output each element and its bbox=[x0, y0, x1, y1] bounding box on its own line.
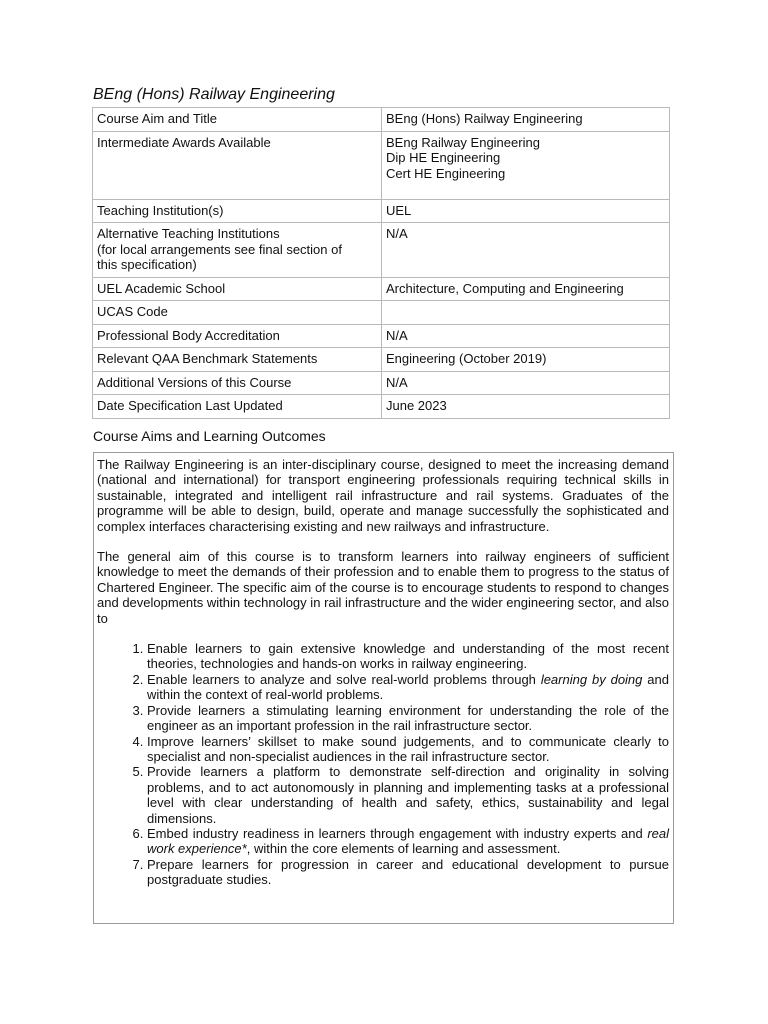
spec-value-text: BEng Railway Engineering bbox=[386, 134, 540, 150]
spec-value-text: Engineering (October 2019) bbox=[386, 351, 547, 366]
spec-value-cell bbox=[382, 324, 670, 348]
spec-table-row bbox=[93, 324, 670, 348]
spec-label-text: Course Aim and Title bbox=[97, 111, 217, 126]
aims-item-text: Embed industry readiness in learners through engagement with industry experts and bbox=[147, 825, 648, 841]
spec-value-cell bbox=[382, 199, 670, 223]
spec-table-row bbox=[93, 223, 670, 278]
spec-value-cell bbox=[382, 131, 670, 199]
spec-table-row bbox=[93, 348, 670, 372]
section-heading-course-aims: Course Aims and Learning Outcomes bbox=[93, 428, 326, 444]
spec-value-text: N/A bbox=[386, 226, 408, 241]
course-aims-box bbox=[93, 452, 674, 924]
spec-label-text: this specification) bbox=[97, 257, 197, 272]
spec-value-cell bbox=[382, 371, 670, 395]
spec-label-text: Alternative Teaching Institutions bbox=[97, 226, 280, 241]
spec-label-text: Relevant QAA Benchmark Statements bbox=[97, 351, 318, 366]
spec-label-cell bbox=[93, 199, 382, 223]
aims-list-item bbox=[147, 734, 669, 765]
aims-item-emphasis: learning by doing bbox=[540, 671, 643, 687]
spec-label-cell bbox=[93, 301, 382, 325]
spec-label-text: Teaching Institution(s) bbox=[97, 202, 224, 218]
course-specification-table bbox=[92, 107, 670, 419]
spec-table-row bbox=[93, 277, 670, 301]
spec-value-text: N/A bbox=[386, 327, 408, 343]
spec-value-cell bbox=[382, 277, 670, 301]
spec-value-cell bbox=[382, 395, 670, 419]
spec-label-cell bbox=[93, 108, 382, 132]
spec-value-text: Architecture, Computing and Engineering bbox=[386, 280, 624, 296]
spec-table-row bbox=[93, 301, 670, 325]
spec-value-text: June 2023 bbox=[386, 398, 447, 413]
aims-item-text: Prepare learners for progression in career and educational development to pursue postgraduate studies. bbox=[147, 856, 669, 888]
spec-table-row bbox=[93, 108, 670, 132]
spec-value-text: BEng (Hons) Railway Engineering bbox=[386, 111, 583, 126]
spec-value-cell bbox=[382, 301, 670, 325]
aims-numbered-list bbox=[97, 641, 669, 888]
spec-value-cell bbox=[382, 348, 670, 372]
spec-table-row bbox=[93, 395, 670, 419]
spec-table-row bbox=[93, 131, 670, 199]
spec-value-text: UEL bbox=[386, 202, 412, 218]
aims-item-text: Enable learners to analyze and solve real-world problems through bbox=[147, 671, 541, 687]
spec-label-text: UCAS Code bbox=[97, 304, 168, 319]
spec-label-text: Date Specification Last Updated bbox=[97, 398, 283, 413]
spec-value-text: N/A bbox=[386, 374, 408, 390]
page-title: BEng (Hons) Railway Engineering bbox=[93, 86, 335, 103]
aims-list-item bbox=[147, 672, 669, 703]
aims-paragraph-intro: The Railway Engineering is an inter-disciplinary course, designed to meet the increasing demand (national and international) for transport engineering professionals requiring technical skills in sustainable, integrated and intelligent rail infrastructure and rail systems. Graduates of the programme will be able to design, build, operate and manage successfully the sophisticated and complex interfaces characterising existing and new railways and infrastructure. bbox=[97, 457, 669, 534]
spec-label-text: (for local arrangements see final section of bbox=[97, 241, 342, 257]
spec-label-cell bbox=[93, 223, 382, 278]
aims-item-emphasis: real work experience* bbox=[147, 825, 669, 857]
spec-value-cell bbox=[382, 223, 670, 278]
spec-label-text: Professional Body Accreditation bbox=[97, 327, 280, 343]
aims-list-item bbox=[147, 826, 669, 857]
aims-list-item bbox=[147, 857, 669, 888]
spec-label-cell bbox=[93, 277, 382, 301]
specification-table-body bbox=[93, 108, 670, 419]
spec-value-text: Cert HE Engineering bbox=[386, 165, 506, 181]
aims-list-item bbox=[147, 703, 669, 734]
aims-item-text-continued: , within the core elements of learning and assessment. bbox=[246, 841, 561, 857]
aims-paragraph-general-aim: The general aim of this course is to transform learners into railway engineers of sufficient knowledge to meet the demands of their profession and to enable them to progress to the status of Chartered Engineer. The specific aim of the course is to encourage students to respond to changes and developments within technology in rail infrastructure and the wider engineering sector, and also to bbox=[97, 549, 669, 626]
spec-label-cell bbox=[93, 348, 382, 372]
aims-list-item bbox=[147, 764, 669, 826]
spec-label-cell bbox=[93, 371, 382, 395]
spec-value-cell bbox=[382, 108, 670, 132]
spec-label-text: UEL Academic School bbox=[97, 280, 226, 296]
spec-label-cell bbox=[93, 131, 382, 199]
spec-value-text: Dip HE Engineering bbox=[386, 150, 501, 165]
spec-label-cell bbox=[93, 324, 382, 348]
aims-item-text-continued: and within the context of real-world problems. bbox=[147, 671, 669, 703]
aims-item-text: Improve learners’ skillset to make sound judgements, and to communicate clearly to specialist and non-specialist audiences in the rail infrastructure sector. bbox=[147, 733, 669, 764]
aims-item-text: Provide learners a stimulating learning environment for understanding the role of the engineer as an important profession in the rail infrastructure sector. bbox=[147, 702, 669, 734]
aims-list-item bbox=[147, 641, 669, 672]
spec-table-row bbox=[93, 371, 670, 395]
aims-item-text: Provide learners a platform to demonstrate self-direction and originality in solving problems, and to act autonomously in planning and implementing tasks at a professional level with clear understanding of health and safety, ethics, sustainability and legal dimensions. bbox=[147, 764, 669, 826]
spec-label-text: Additional Versions of this Course bbox=[97, 374, 292, 390]
aims-item-text: Enable learners to gain extensive knowledge and understanding of the most recent theories, technologies and hands-on works in railway engineering. bbox=[147, 641, 669, 672]
spec-label-text: Intermediate Awards Available bbox=[97, 134, 271, 150]
spec-table-row bbox=[93, 199, 670, 223]
spec-label-cell bbox=[93, 395, 382, 419]
